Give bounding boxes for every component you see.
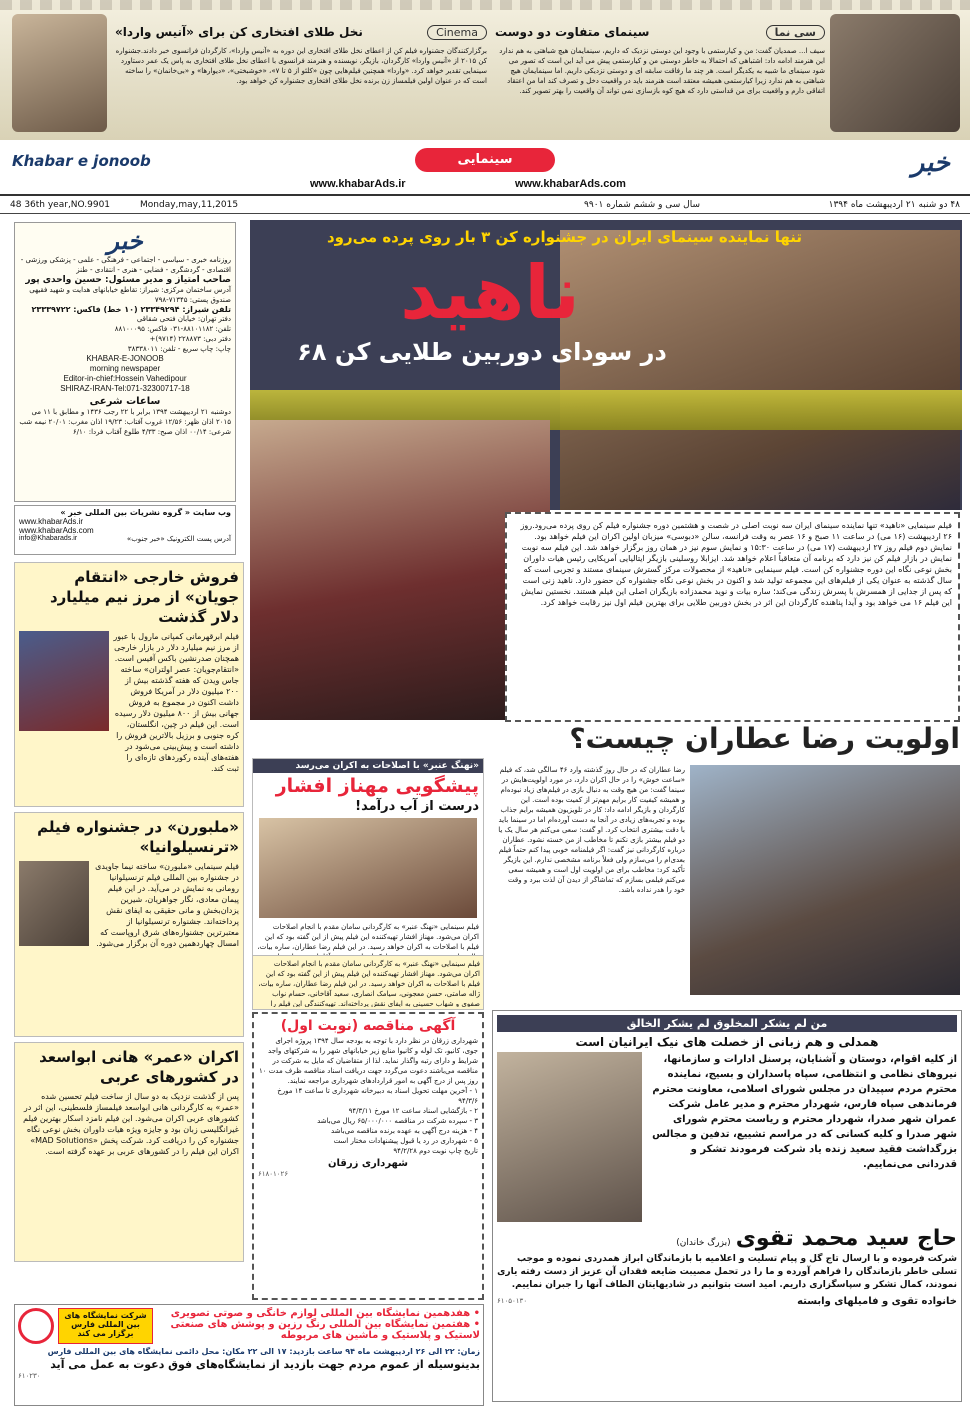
tender-signer: شهرداری زرقان	[328, 1158, 408, 1169]
prayer-text: دوشنبه ۲۱ اردیبهشت ۱۳۹۴ برابر با ۲۲ رجب ۱۴۳۶ و مطابق با ۱۱ می ۲۰۱۵ اذان ظهر: ۱۲/۵۶ غروب آفتاب: ۱۹/۲۳ اذان مغرب: ۲۰/۰۱ نیمه شب شرعی: ۰۰/۱۴ اذان صبح: ۴/۳۳ طلوع آفتاب فردا: ۶/۱۰	[19, 408, 231, 436]
middle-text: فیلم سینمایی «نهنگ عنبر» به کارگردانی سامان مقدم با انجام اصلاحات اکران می‌شود. مهناز افشار تهیه‌کننده این فیلم پیش از این گفته بود که این فیلم با اصلاحات به اکران خواهد رسید. در این فیلم رضا عطاران، ساره بیات،	[257, 923, 479, 951]
ataran-title: اولویت رضا عطاران چیست؟	[569, 722, 960, 755]
issue-en: 48 36th year,NO.9901	[10, 200, 111, 210]
condolence-code: ۶۱۰۵۰۱۳۰	[497, 1297, 528, 1305]
top-left-text: برگزارکنندگان جشنواره فیلم کن از اعطای نخل طلای افتخاری این دوره به «آنیس واردا»، کارگردان فرانسوی خبر دادند.جشنواره کن ۲۰۱۵ از «آنیس واردا» کارگردان، بازیگر، نویسنده و هنرمند فرانسوی با اعطای نخل طلای افتخاری به پاس یک عمر دستاورد سینمایی تقدیر خواهد کرد. «واردا» همچنین فیلم‌هایی چون «کلئو از ۵ تا ۷»، «خوشبختی»، «دیوارها» و «بی‌خانمان» را ساخته است که در عنوان اولین فیلمساز زن برنده نخل طلای افتخاری جشنواره کن خواهد بود.	[115, 47, 487, 85]
ataran-text: رضا عطاران که در حال روز گذشته وارد ۴۶ سالگی شد، که فیلم «ساعت خوش» را در حال اکران دارد، در مورد اولویت‌هایش در سینما گفت: من هیچ وقت به دنبال بازی در فیلم‌های زیاد نبوده‌ام و همیشه کیفیت کار برایم مهم‌تر از کمیت بوده است. این کارگردان و بازیگر ادامه داد: کار در تلویزیون همیشه برایم جذاب بوده و تجربه‌های زیادی در آنجا به دست آورده‌ام اما در سینما باید با دقت بیشتری انتخاب کرد. او گفت: سعی می‌کنم هر سال یک یا دو فیلم بیشتر بازی نکنم تا مخاطب از من خسته نشود. عطاران درباره کارگردانی نیز گفت: اگر فیلمنامه خوبی پیدا کنم حتماً فیلم بعدی‌ام را می‌سازم ولی فعلاً برنامه مشخصی ندارم. این بازیگر تأکید کرد: مخاطب برای من اولویت اول است و همیشه سعی می‌کنم فیلمی بسازم که تماشاگر از دیدن آن لذت ببرد و وقت خود را هدر نداده باشد.	[498, 766, 685, 894]
section-badge: سینمایی	[415, 148, 555, 172]
sidebar-en2: morning newspaper	[89, 364, 161, 373]
expo-invite: بدینوسیله از عموم مردم جهت بازدید از نمایشگاه‌های فوق دعوت به عمل می آید	[50, 1358, 480, 1371]
photo-samadian	[830, 14, 960, 132]
ataran-photo	[690, 765, 960, 995]
sidebar-print: چاپ: چاپ سریع - تلفن: ۳۸۳۳۸۰۱۱	[127, 345, 231, 353]
left-article-2	[14, 812, 244, 1037]
tender-code: ۶۱۸۰۱۰۲۶	[258, 1170, 289, 1178]
hero-body-box	[505, 512, 960, 722]
middle-text-cont: فیلم سینمایی «نهنگ عنبر» به کارگردانی سامان مقدم با انجام اصلاحات اکران می‌شود. مهناز افشار تهیه‌کننده این فیلم پیش از این گفته بود که این فیلم با اصلاحات به اکران خواهد رسید. در این فیلم رضا عطاران، ساره بیات، ژاله صامتی، حسن معجونی، سیامک انصاری، سعید آقاخانی، حسام نواب صفوی و شهاب حسینی به ایفای نقش پرداخته‌اند. تهیه‌کنندگی این فیلم را	[258, 960, 480, 1007]
tender-l4: ۴ - هزینه درج آگهی به عهده برنده مناقصه می‌باشد	[331, 1127, 478, 1135]
left-a3-title: اکران «عمر» هانی ابواسعد در کشورهای عربی	[39, 1048, 239, 1086]
tender-date: تاریخ چاپ نوبت دوم ۹۴/۲/۲۸	[393, 1147, 478, 1155]
tender-l1: ۱ - آخرین مهلت تحویل اسناد به دبیرخانه شهرداری تا ساعت ۱۴ مورخ ۹۴/۳/۶	[277, 1087, 478, 1105]
condolence-text: از کلیه اقوام، دوستان و آشنایان، پرسنل ادارات و سازمانها، نیروهای نظامی و انتظامی، سپاه پاسداران و بسیج، نماینده محترم مردم سپیدان در مجلس شورای اسلامی، معاونت محترم فرماندهی سپاه فارس، شهردار محترم و مدیر عامل شرکت عمران شهر صدرا، شهردار محترم و ریاست محترم شورای شهر صدرا و کلیه کسانی که در مراسم تشییع، تدفین و مجالس بزرگداشت فقید سعید زنده یاد شرکت فرمودند تشکر و قدردانی می‌نماییم.	[652, 1054, 957, 1170]
condolence-sub: همدلی و هم زبانی از خصلت های نیک ایرانیان است	[575, 1035, 879, 1049]
url-1[interactable]: www.khabarAds.ir	[310, 178, 406, 190]
top-left-label: Cinema	[427, 25, 487, 40]
web-url-1[interactable]: www.khabarAds.ir	[19, 517, 84, 526]
afshar-photo	[259, 818, 477, 918]
condolence-signer: خانواده تقوی و فامیلهای وابسته	[797, 1296, 957, 1307]
date-bar	[0, 198, 970, 214]
email-label: آدرس پست الکترونیک «خبر جنوب»	[126, 535, 231, 543]
middle-title: پیشگویی مهناز افشار	[275, 775, 479, 797]
condolence-quote: من لم یشکر المخلوق لم یشکر الخالق	[497, 1015, 957, 1032]
tender-box	[252, 1012, 484, 1300]
hero-kicker: تنها نماینده سینمای ایران در جشنواره کن ۳ بار روی پرده می‌رود	[326, 228, 802, 246]
left-a1-title: فروش خارجی «انتقام جویان» از مرز نیم میلیارد دلار گذشت	[49, 568, 239, 626]
tender-l2: ۲ - بازگشایی اسناد ساعت ۱۲ مورخ ۹۴/۳/۱۱	[348, 1107, 478, 1115]
sidebar-desc: روزنامه خبری - سیاسی - اجتماعی - فرهنگی - علمی - پزشکی ورزشی - اقتصادی - گردشگری - فضایی - هنری - انتقادی - طنز	[20, 256, 231, 274]
middle-kicker: «نهنگ عنبر» با اصلاحات به اکران می‌رسد	[253, 759, 483, 773]
masthead	[0, 142, 970, 196]
sidebar-owner: صاحب امتیاز و مدیر مسئول: حسین واحدی پور	[25, 275, 231, 285]
film-strip-left	[0, 0, 970, 10]
expo-box: شرکت نمایشگاه های بین المللی فارس برگزار می کند	[58, 1308, 153, 1344]
expo-code: ۶۱۰۲۳۰	[18, 1372, 41, 1380]
expo-line-2: • هفتمین نمایشگاه بین المللی رنگ رزین و پوشش های صنعتی	[170, 1319, 480, 1330]
logo-right: خبر	[911, 148, 950, 178]
date-en: Monday,may,11,2015	[140, 200, 239, 210]
sidebar-tehran-phone: تلفن: ۸۸۱۰۱۱۸۲-۰۳۱ فاکس: ۸۸۱۰۰۰۹۵	[114, 325, 231, 333]
expo-line-1: • هفدهمین نمایشگاه بین المللی لوازم خانگی و صوتی تصویری	[170, 1308, 480, 1319]
tender-l5: ۵ - شهرداری در رد یا قبول پیشنهادات مختار است	[333, 1137, 478, 1145]
middle-subtitle: درست از آب درآمد!	[355, 799, 479, 814]
condolence-name: حاج سید محمد تقوی	[735, 1226, 957, 1251]
condolence-box	[492, 1010, 962, 1402]
hero-title: ناهید	[400, 250, 580, 336]
photo-varda	[12, 14, 107, 132]
taghavi-photo	[497, 1052, 642, 1222]
middle-text-box	[252, 955, 484, 1010]
condolence-text2: شرکت فرموده و با ارسال تاج گل و پیام تسلیت و اعلامیه با بازماندگان ابراز همدردی نموده و موجب تسلی خاطر بازماندگان را فراهم آورده و ما را در تحمل مصیبت ضایعه فقدان آن عزیز از دست رفته یاری نمودند، کمال تشکر و سپاسگزاری داریم. امید است بتوانیم در شادیهایتان الطاف آنها را جبران نماییم.	[497, 1254, 957, 1290]
hero-body: فیلم سینمایی «ناهید» تنها نماینده سینمای ایران سه نوبت اصلی در شصت و هشتمین دوره جشنواره فیلم کن روی پرده می‌رود.روز ۲۶ اردیبهشت (۱۶ می) در ساعت ۱۱ صبح و ۱۶ عصر به وقت فرانسه، سالن «دبوسی» میزبان اولین اکران این فیلم خواهد بود. نمایش دوم فیلم روز ۲۷ اردیبهشت (۱۷ می) در ساعت ۱۵:۳۰ و نمایش سوم نیز در همان روز برگزار خواهد شد. این فیلم سه نوبت نمایش در بازار فیلم کن نیز دارد که برنامه آن متعاقباً اعلام خواهد شد. ایزابلا روسلینی بازیگر ایتالیایی آمریکایی رئیس هیات داوران بخش نوعی نگاه این دوره جشنواره کن است. فیلم سینمایی «ناهید» از محصولات مرکز گسترش سینمای مستند و تجربی است که سال گذشته به عنوان یکی از فیلم‌های این مجموعه تولید شد و اکنون در بخش نوعی نگاه جشنواره کن حضور دارد. ناهید زنی است که پس از جدایی از همسرش با پسرش زندگی می‌کند؛ ساره بیات و نوید محمدزاده بازیگران اصلی این فیلم هستند. نخستین نمایش این فیلم ۱۶ می خواهد بود و آیدا پناهنده کارگردان این اثر در بخش دوربین طلایی برای بهترین فیلم اول نیز رقابت خواهد کرد.	[520, 521, 952, 607]
hero-subtitle: در سودای دوربین طلایی کن ۶۸	[297, 338, 667, 366]
sidebar-logo: خبر	[107, 227, 143, 255]
left-a1-text: فیلم ابرقهرمانی کمپانی مارول با عبور از مرز نیم میلیارد دلار در بازار خارجی همچنان صدرنشین باکس آفیس است. «انتقام‌جویان: عصر اولتران» ساخته جاس ویدن که هفته گذشته بیش از ۲۰۰ میلیون دلار در آمریکا فروش داشت اکنون در مجموع به فروش جهانی بیش از ۸۰۰ میلیون دلار رسیده است. این فیلم در چین، انگلستان، کره جنوبی و برزیل بالاترین فروش را داشته است و پیش‌بینی می‌شود در هفته‌های آینده رکوردهای تازه‌ای را ثبت کند.	[113, 632, 239, 773]
top-right-article	[495, 22, 825, 134]
web-title: وب سایت « گروه نشریات بین المللی خبر »	[60, 508, 231, 517]
top-right-label: سی نما	[766, 25, 825, 40]
top-right-text: سیف ا... صمدیان گفت: من و کیارستمی با وجود این دوستی نزدیک که داریم، سینمایمان هیچ شباهتی به هم ندارد این هنرمند ادامه داد: اشتباهی که احتمالا به خاطر دوستی من و کیارستمی پیش می آید این است که تصور می شود سینمای ما شبیه به یکدیگر است. هر چند ما رفاقت سابقه ای و دوستی نزدیکی داریم. اما سینمایمان هیچ شباهتی به هم ندارد زیرا کیارستمی همیشه معتقد است هنرمند باید در واقعیت دخل و تصرف کند اما من اعتقاد اتفاقی دارم و واقعیت برای من قداستی دارد که هیچ کوه بازسازی نمی تواند آن واقعیت را بهتر تصویر کند.	[499, 47, 825, 95]
sidebar-en1: KHABAR-E-JONOOB	[86, 354, 164, 363]
sidebar-en3: Editor-in-chief:Hossein Vahedipour	[63, 374, 187, 383]
web-url-2[interactable]: www.khabarAds.com	[19, 526, 94, 535]
sidebar-info	[14, 222, 236, 502]
left-a2-title: «ملبورن» در جشنواره فیلم «ترنسیلوانیا»	[37, 818, 239, 856]
tender-title: آگهی مناقصه (نوبت اول)	[280, 1018, 456, 1034]
year-fa: سال سی و ششم شماره ۹۹۰۱	[584, 200, 700, 210]
ataran-text-box	[495, 765, 685, 1005]
logo-left: Khabar e jonoob	[12, 152, 151, 170]
sidebar-tehran: دفتر تهران: خیابان فتحی شقاقی	[136, 315, 231, 323]
sidebar-en4: SHIRAZ-IRAN-Tel:071-32300717-18	[60, 384, 190, 393]
left-article-1	[14, 562, 244, 807]
expo-logo-icon	[18, 1308, 54, 1344]
date-fa: ۴۸ دو شنبه ۲۱ اردیبهشت ماه ۱۳۹۴	[828, 200, 960, 210]
sidebar-address: آدرس ساختمان مرکزی: شیراز: تقاطع خیابانهای هدایت و شهید فقیهی صندوق پستی: ۷۱۳۴۵-۷۹۸	[29, 286, 231, 304]
melbourne-photo	[19, 861, 89, 946]
expo-line-3: لاستیک و پلاستیک و ماشین های مربوطه	[280, 1330, 480, 1341]
top-left-title: نخل طلای افتخاری کن برای «آنیس واردا»	[115, 25, 363, 39]
left-a3-text: پس از گذشت نزدیک به دو سال از ساخت فیلم تحسین شده «عمر» به کارگردانی هانی ابواسعد فیلمساز فلسطینی، این اثر در کشورهای عربی اکران می‌شود. این فیلم نامزد اسکار بهترین فیلم غیرانگلیسی زبان بود و جایزه ویژه هیات داوران بخش نوعی نگاه جشنواره کن را دریافت کرد. شرکت پخش «MAD Solutions» اکران این فیلم را در کشورهای عربی بر عهده گرفته است.	[23, 1092, 239, 1156]
avengers-photo	[19, 631, 109, 731]
sidebar-phone: تلفن شیراز: ۲۳۳۴۹۲۹۴ (۱۰ خط) فاکس: ۲۳۳۳۹۷۲۲	[31, 305, 231, 314]
left-a2-text: فیلم سینمایی «ملبورن» ساخته نیما جاویدی در جشنواره بین المللی فیلم ترنسیلوانیا رومانی به نمایش در می‌آید. در این فیلم پیمان معادی، نگار جواهریان، شیرین یزدان‌بخش و مانی حقیقی به ایفای نقش پرداخته‌اند. جشنواره ترنسیلوانیا از معتبرترین جشنواره‌های شرق اروپاست که امسال چهاردهمین دوره آن برگزار می‌شود.	[95, 862, 239, 948]
condolence-name-note: (بزرگ خاندان)	[676, 1238, 731, 1248]
prayer-title: ساعات شرعی	[89, 396, 161, 407]
top-right-title: سینمای متفاوت دو دوست	[495, 25, 650, 39]
expo-date: زمان: ۲۲ الی ۲۶ اردیبهشت ماه ۹۴ ساعت بازدید: ۱۷ الی ۲۲ مکان: محل دائمی نمایشگاه های بین المللی فارس	[47, 1347, 480, 1356]
email[interactable]: info@Khabarads.ir	[19, 535, 78, 542]
sidebar-web	[14, 505, 236, 555]
tender-text: شهرداری زرقان در نظر دارد با توجه به بودجه سال ۱۳۹۴ پروژه اجرای جوی، کانیو، تک لوله و کانیوا منابع زیر خیابانهای شهر را به شرکتهای واجد شرایط و دارای رتبه واگذار نماید. لذا از متقاضیان که مایل به شرکت در مناقصه می‌باشند دعوت می‌گردد جهت دریافت اسناد مناقصه ظرف مدت ۱۰ روز پس از درج آگهی به امور قراردادهای شهرداری مراجعه نمایند.	[258, 1037, 478, 1085]
tender-l3: ۳ - سپرده شرکت در مناقصه ۶۵/۰۰۰/۰۰۰ ریال می‌باشد	[317, 1117, 478, 1125]
url-2[interactable]: www.khabarAds.com	[515, 178, 626, 190]
left-article-3	[14, 1042, 244, 1262]
top-left-article	[115, 22, 487, 134]
sidebar-dubai: دفتر دبی: ۲۲۸۸۷۳ (۹۷۱۴)+	[149, 335, 231, 343]
expo-ad	[14, 1304, 484, 1406]
